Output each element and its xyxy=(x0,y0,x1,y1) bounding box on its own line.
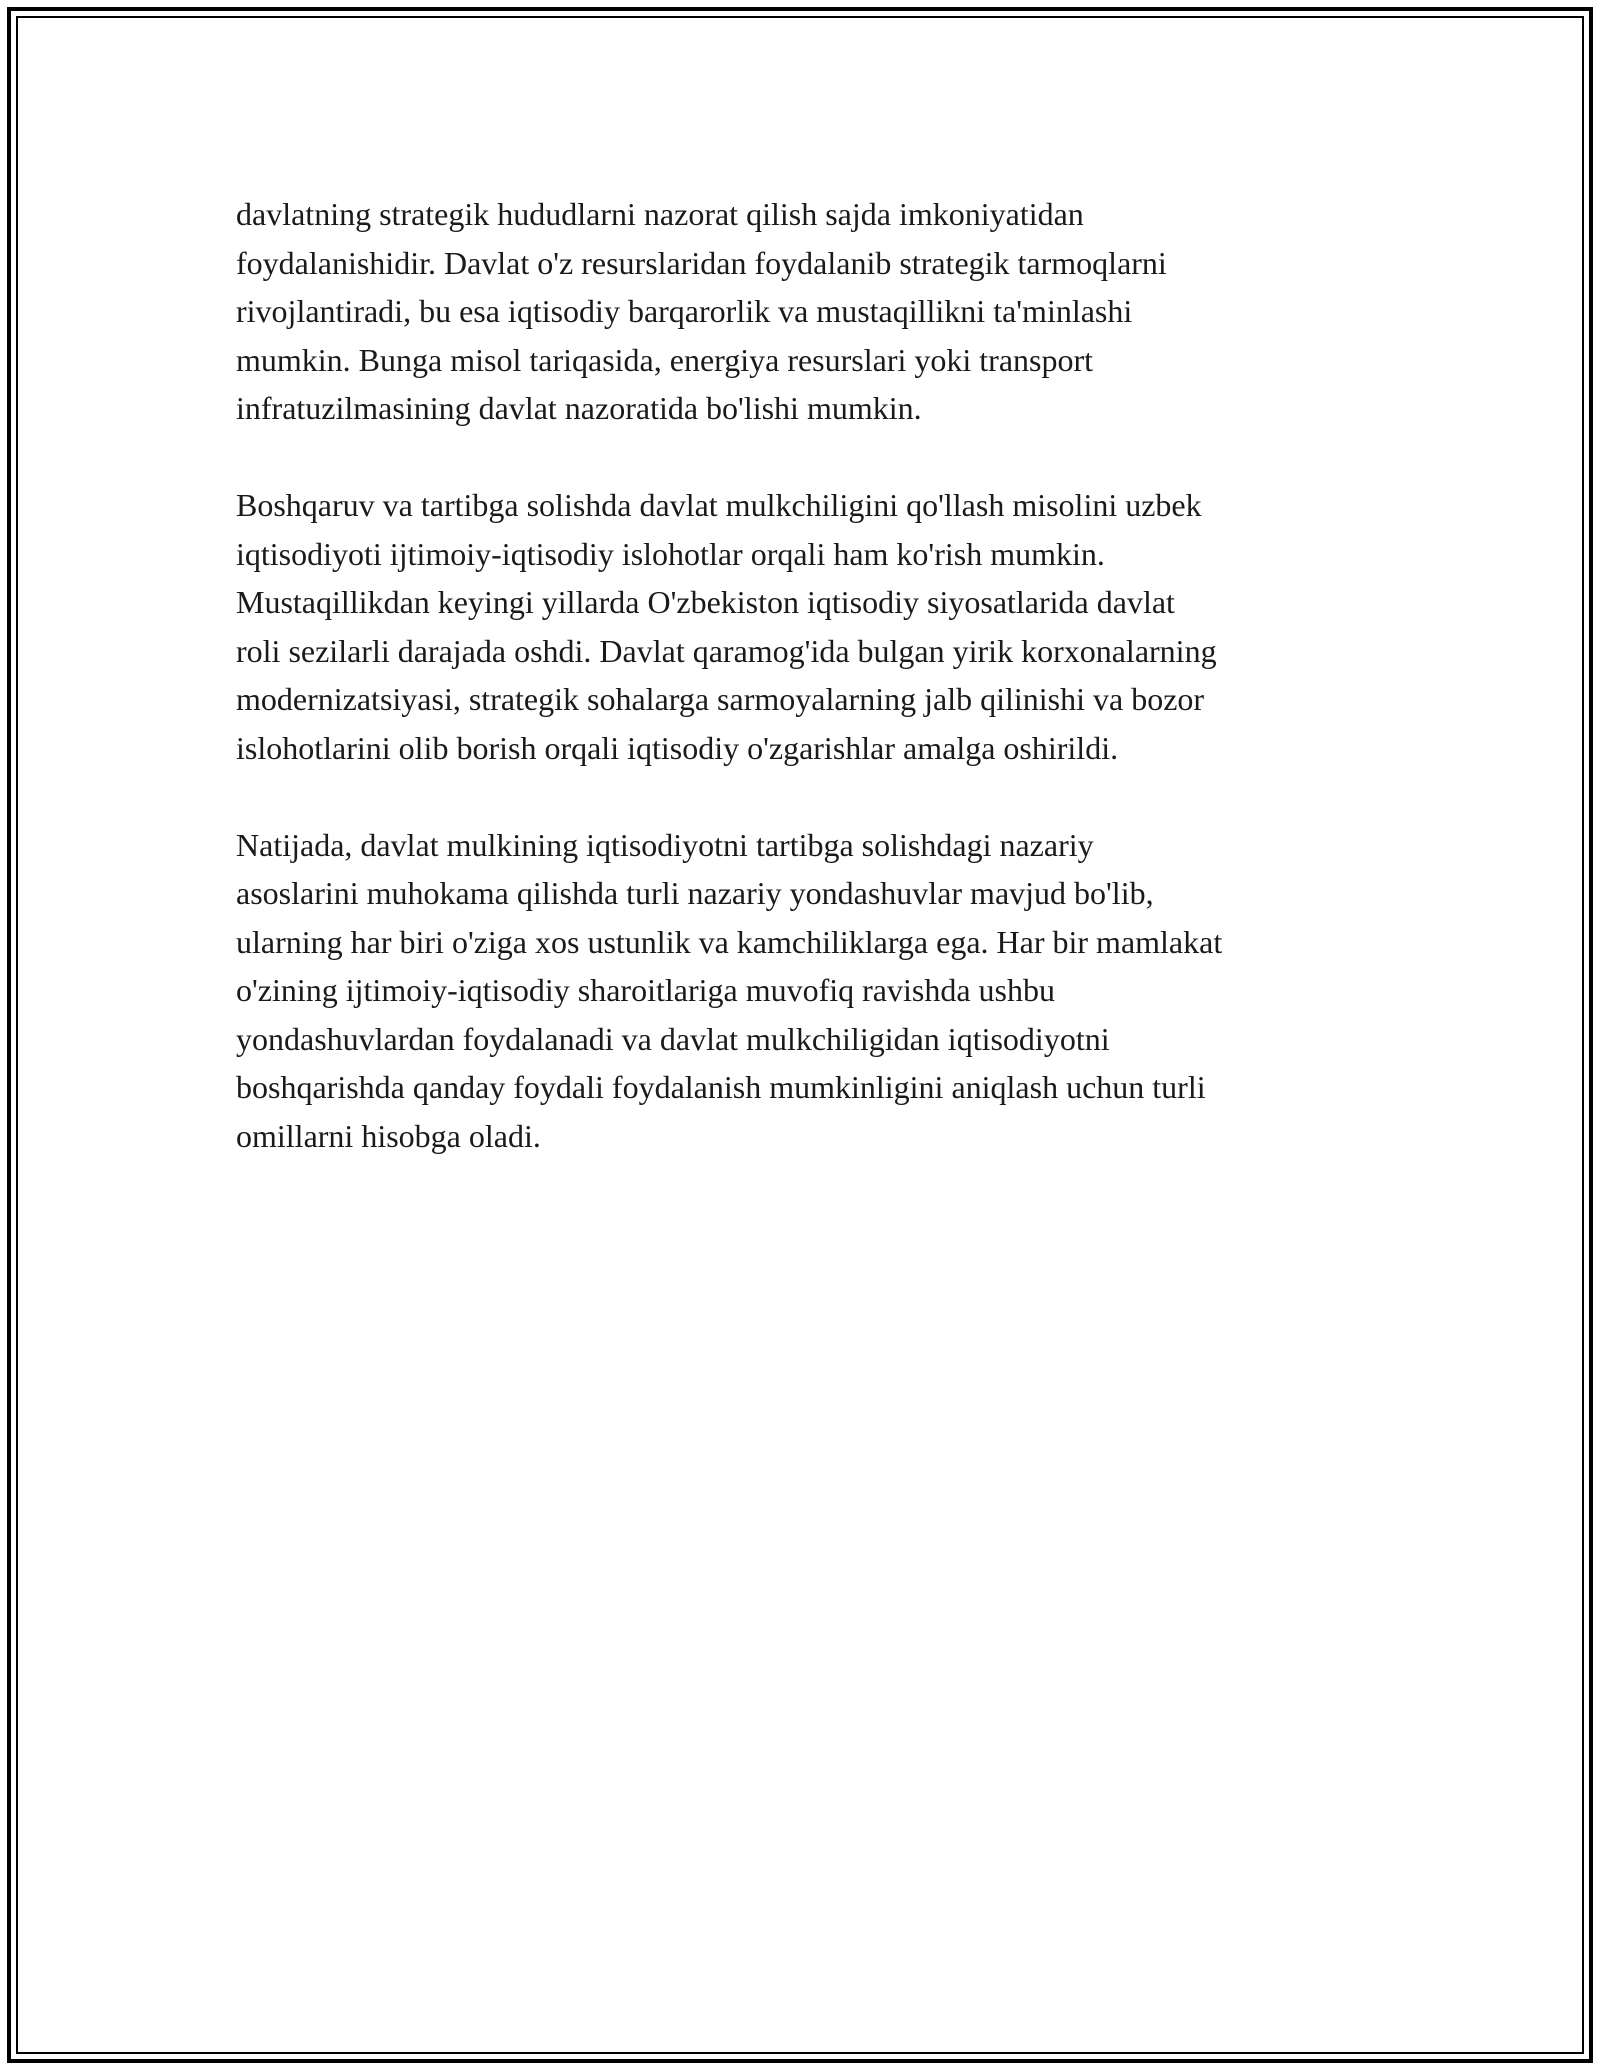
paragraph-conclusion: Natijada, davlat mulkining iqtisodiyotni tartibga solishdagi nazariy asoslarini muhokama qilishda turli nazariy yondashuvlar mavjud bo'lib, ularning har biri o'ziga xos ustunlik va kamchiliklarga ega. Har bir mamlakat o'zining ijtimoiy-iqtisodiy sharoitlariga muvofiq ravishda ushbu yondashuvlardan foydalanadi va davlat mulkchiligidan iqtisodiyotni boshqarishda qanday foydali foydalanish mumkinligini aniqlash uchun turli omillarni hisobga oladi. xyxy=(236,826,1223,1154)
document-body xyxy=(236,190,1386,1209)
paragraph-strategic-control: davlatning strategik hududlarni nazorat qilish sajda imkoniyatidan foydalanishidir. Davlat o'z resurslaridan foydalanib strategik tarmoqlarni rivojlantiradi, bu esa iqtisodiy barqarorlik va mustaqillikni ta'minlashi mumkin. Bunga misol tariqasida, energiya resurslari yoki transport infratuzilmasining davlat nazoratida bo'lishi mumkin. xyxy=(236,196,1167,426)
paragraph-uzbekistan-example: Boshqaruv va tartibga solishda davlat mulkchiligini qo'llash misolini uzbek iqtisodiyoti ijtimoiy-iqtisodiy islohotlar orqali ham ko'rish mumkin. Mustaqillikdan keyingi yillarda O'zbekiston iqtisodiy siyosatlarida davlat roli sezilarli darajada oshdi. Davlat qaramog'ida bulgan yirik korxonalarning modernizatsiyasi, strategik sohalarga sarmoyalarning jalb qilinishi va bozor islohotlarini olib borish orqali iqtisodiy o'zgarishlar amalga oshirildi. xyxy=(236,487,1217,766)
